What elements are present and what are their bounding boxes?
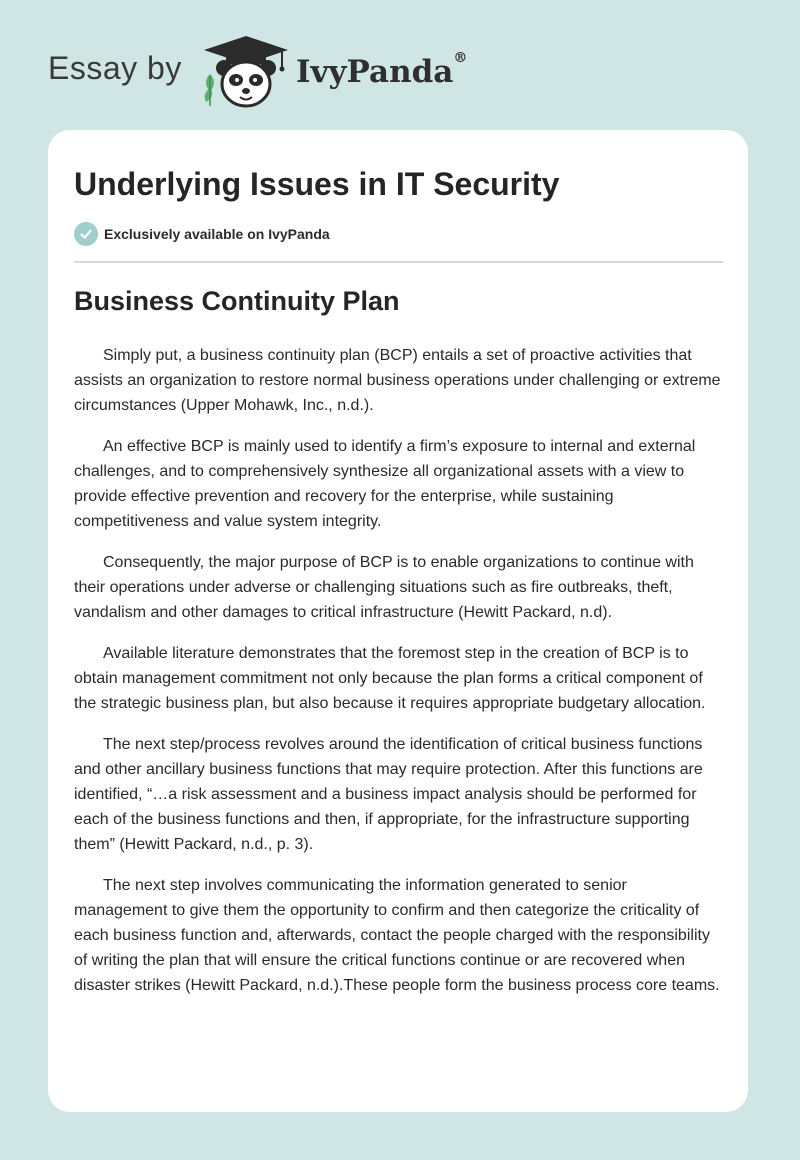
article-body xyxy=(74,343,724,1014)
paragraph: Available literature demonstrates that the foremost step in the creation of BCP is to obtain management commitment not only because the plan forms a critical component of the strategic business plan, but also because it requires appropriate budgetary allocation. xyxy=(74,645,706,712)
brand-name[interactable] xyxy=(296,50,468,90)
site-header xyxy=(0,0,800,130)
essay-by-label: Essay by xyxy=(48,50,182,86)
exclusive-label: Exclusively available on IvyPanda xyxy=(104,226,330,242)
paragraph: An effective BCP is mainly used to identify a firm’s exposure to internal and external challenges, and to comprehensively synthesize all organizational assets with a view to provide effective prevention and recovery for the enterprise, while sustaining competitiveness and value system integrity. xyxy=(74,438,696,530)
exclusive-badge xyxy=(74,222,330,246)
divider xyxy=(74,261,723,263)
paragraph: The next step/process revolves around the identification of critical business functions and other ancillary business functions that may require protection. After this functions are identified, “…a risk assessment and a business impact analysis should be performed for each of the business functions and then, if appropriate, for the infrastructure supporting them” (Hewitt Packard, n.d., p. 3). xyxy=(74,736,703,853)
paragraph: Simply put, a business continuity plan (BCP) entails a set of proactive activities that assists an organization to restore normal business operations under challenging or extreme circumstances (Upper Mohawk, Inc., n.d.). xyxy=(74,347,721,414)
paragraph: Consequently, the major purpose of BCP is to enable organizations to continue with their operations under adverse or challenging situations such as fire outbreaks, theft, vandalism and other damages to critical infrastructure (Hewitt Packard, n.d). xyxy=(74,554,694,621)
paragraph: The next step involves communicating the information generated to senior management to give them the opportunity to confirm and then categorize the criticality of each business function and, afterwards, contact the people charged with the responsibility of writing the plan that will ensure the critical functions continue or are recovered when disaster strikes (Hewitt Packard, n.d.).These people form the business process core teams. xyxy=(74,877,720,994)
page-title: Underlying Issues in IT Security xyxy=(74,166,560,202)
registered-mark: ® xyxy=(453,50,468,66)
panda-graduate-icon[interactable] xyxy=(200,34,292,110)
check-circle-icon xyxy=(74,222,98,246)
essay-card xyxy=(48,130,748,1112)
brand-text: IvyPanda xyxy=(296,54,454,90)
section-heading: Business Continuity Plan xyxy=(74,286,400,316)
